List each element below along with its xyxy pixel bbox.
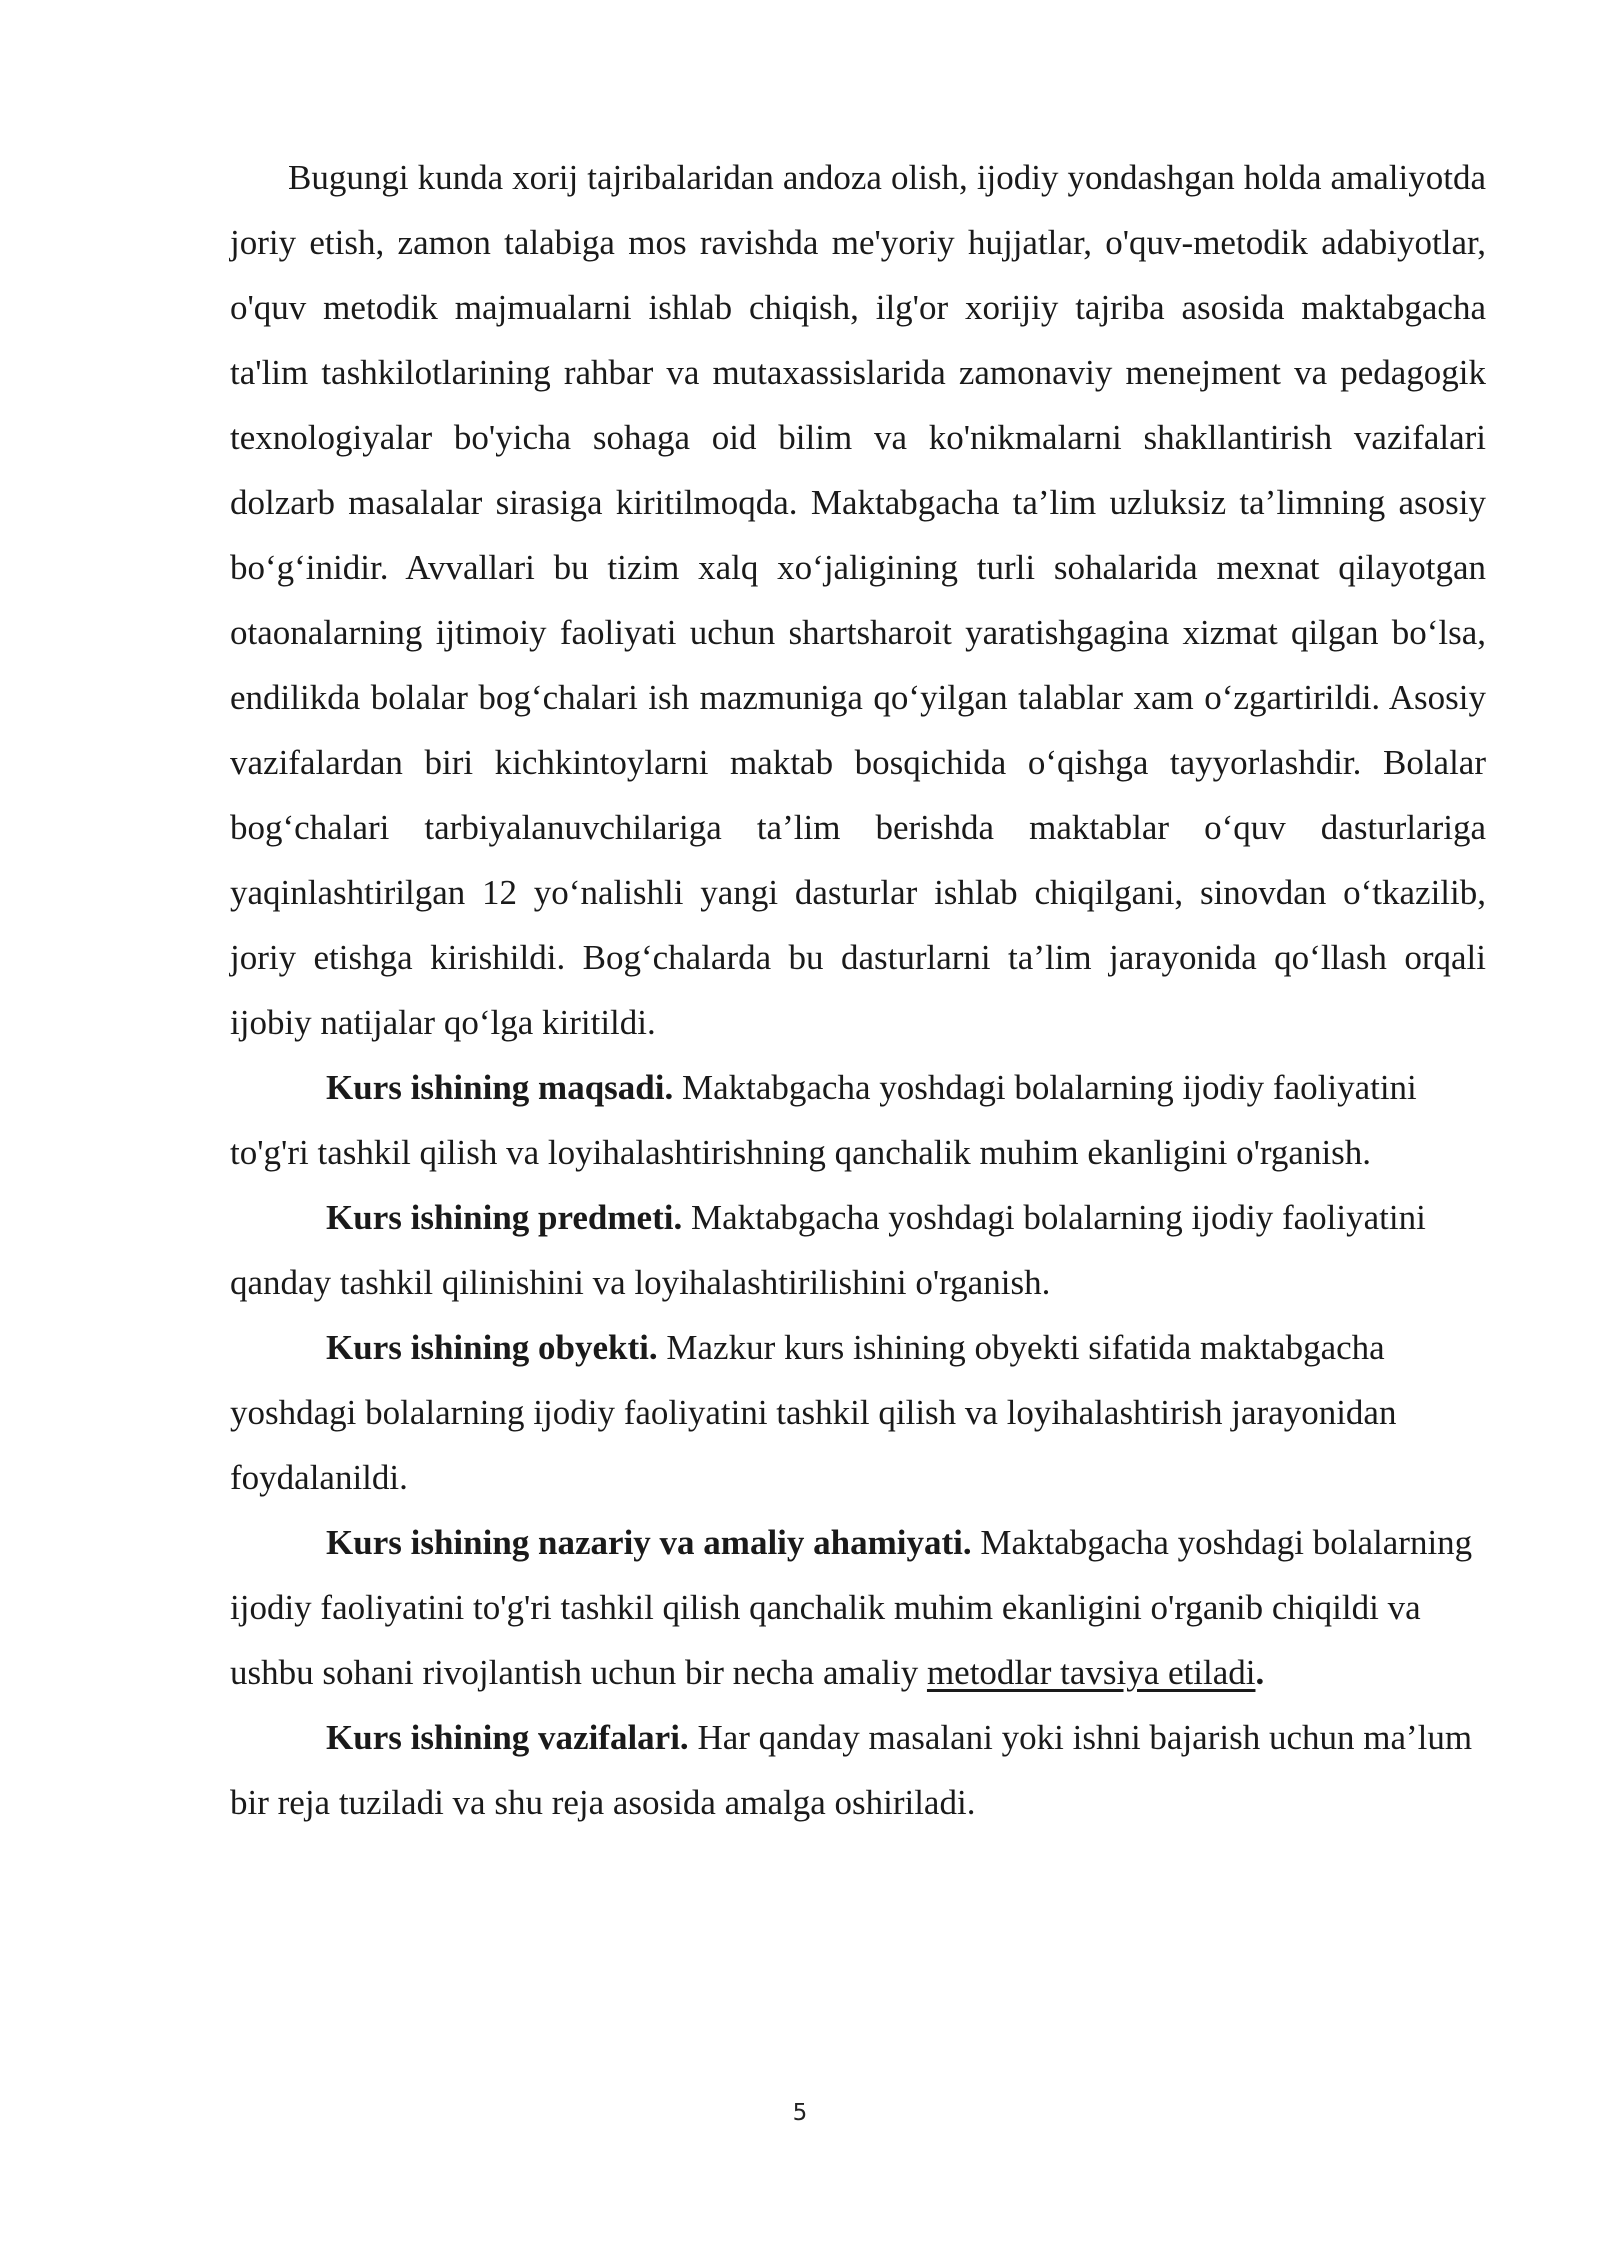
goal-text: Maktabgacha yoshdagi bolalarning ijodiy faoliyatini to'g'ri tashkil qilish va loyihalashtirishning qanchalik muhim ekanligini o'rganish. [230,1068,1417,1172]
page-number: 5 [792,2100,808,2126]
tasks-paragraph [230,1705,1486,1835]
object-text: Mazkur kurs ishining obyekti sifatida maktabgacha yoshdagi bolalarning ijodiy faoliyatini tashkil qilish va loyihalashtirish jarayonidan foydalanildi. [230,1328,1397,1497]
significance-text: Maktabgacha yoshdagi bolalarning ijodiy faoliyatini to'g'ri tashkil qilish qanchalik muhim ekanligini o'rganib chiqildi va ushbu sohani rivojlantish uchun bir necha amaliy [230,1523,1473,1692]
object-paragraph [230,1315,1486,1510]
goal-heading: Kurs ishining maqsadi. [326,1068,674,1107]
methods-link[interactable]: metodlar tavsiya etiladi [926,1653,1256,1692]
intro-paragraph: Bugungi kunda xorij tajribalaridan andoza olish, ijodiy yondashgan holda amaliyotda joriy etish, zamon talabiga mos ravishda me'yoriy hujjatlar, o'quv-metodik adabiyotlar, o'quv metodik majmualarni ishlab chiqish, ilg'or xorijiy tajriba asosida maktabgacha ta'lim tashkilotlarining rahbar va mutaxassislarida zamonaviy menejment va pedagogik texnologiyalar bo'yicha sohaga oid bilim va ko'nikmalarni shakllantirish vazifalari dolzarb masalalar sirasiga kiritilmoqda. Maktabgacha ta’lim uzluksiz ta’limning asosiy bo‘g‘inidir. Avvallari bu tizim xalq xo‘jaligining turli sohalarida mexnat qilayotgan otaonalarning ijtimoiy faoliyati uchun shartsharoit yaratishgagina xizmat qilgan bo‘lsa, endilikda bolalar bog‘chalari ish mazmuniga qo‘yilgan talablar xam o‘zgartirildi. Asosiy vazifalardan biri kichkintoylarni maktab bosqichida o‘qishga tayyorlashdir. Bolalar bog‘chalari tarbiyalanuvchilariga ta’lim berishda maktablar o‘quv dasturlariga yaqinlashtirilgan 12 yo‘nalishli yangi dasturlar ishlab chiqilgani, sinovdan o‘tkazilib, joriy etishga kirishildi. Bog‘chalarda bu dasturlarni ta’lim jarayonida qo‘llash orqali ijobiy natijalar qo‘lga kiritildi. [230,158,1486,1042]
tasks-text: Har qanday masalani yoki ishni bajarish uchun ma’lum bir reja tuziladi va shu reja asosida amalga oshiriladi. [230,1718,1473,1822]
tasks-heading: Kurs ishining vazifalari. [326,1718,689,1757]
goal-paragraph [230,1055,1486,1185]
significance-heading: Kurs ishining nazariy va amaliy ahamiyati. [326,1523,972,1562]
object-heading: Kurs ishining obyekti. [326,1328,658,1367]
subject-paragraph [230,1185,1486,1315]
document-page [230,145,1486,1835]
significance-end-period: . [1255,1653,1265,1692]
significance-paragraph [230,1510,1486,1705]
subject-text: Maktabgacha yoshdagi bolalarning ijodiy faoliyatini qanday tashkil qilinishini va loyihalashtirilishini o'rganish. [230,1198,1426,1302]
subject-heading: Kurs ishining predmeti. [326,1198,683,1237]
